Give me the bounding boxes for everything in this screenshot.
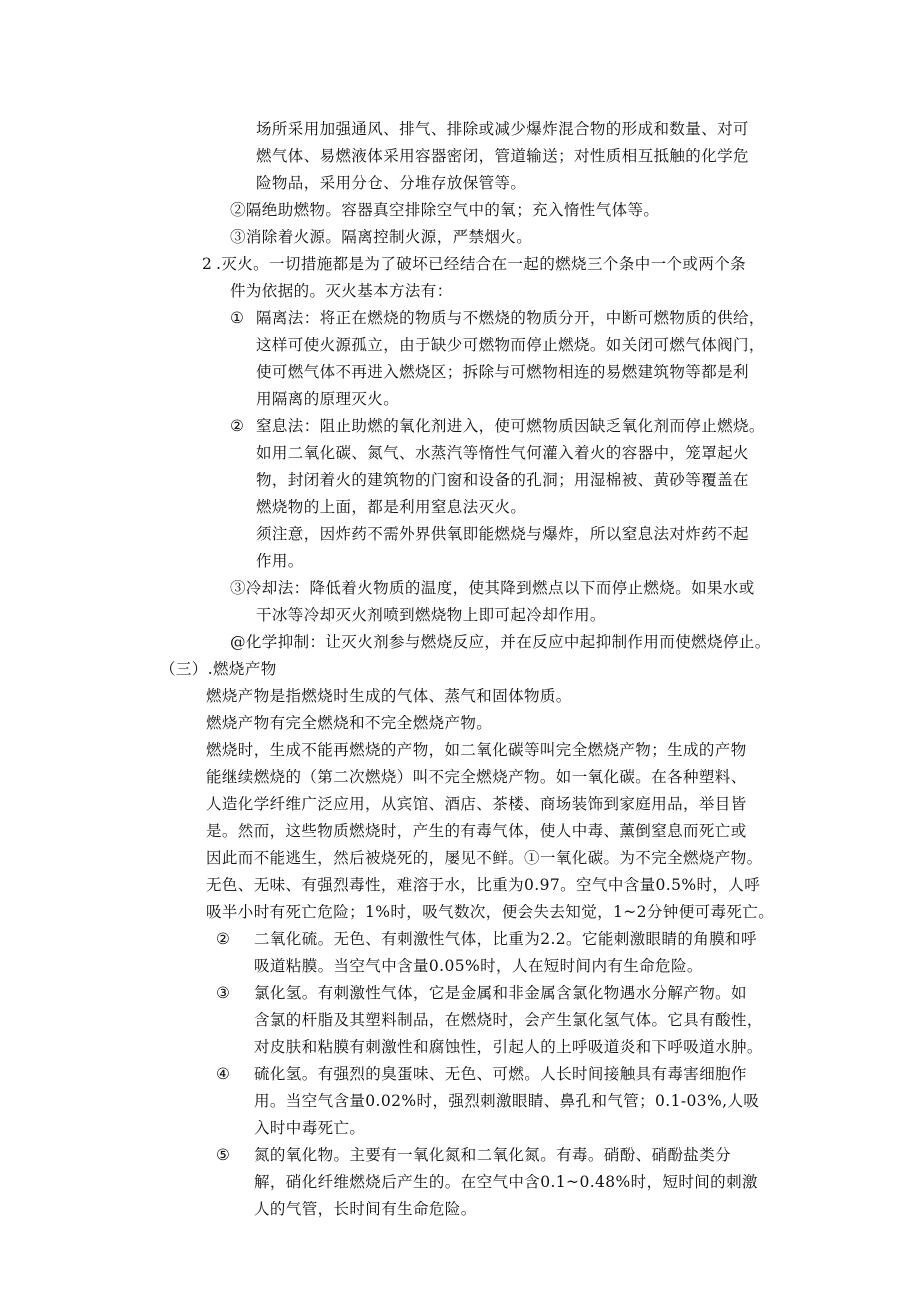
text-line: 无色、无味、有强烈毒性，难溶于水，比重为0.97。空气中含量0.5%时，人呼 [206, 876, 761, 894]
text-line: 险物品，采用分仓、分堆存放保管等。 [256, 174, 527, 192]
text-line: 场所采用加强通风、排气、排除或减少爆炸混合物的形成和数量、对可 [256, 120, 749, 138]
paragraph: 燃烧产物是指燃烧时生成的气体、蒸气和固体物质。 [206, 687, 572, 705]
text-line: 人的气管，长时间有生命危险。 [254, 1200, 477, 1218]
text-line: 入时中毒死亡。 [254, 1119, 366, 1137]
text-line: 隔离法：将正在燃烧的物质与不燃烧的物质分开，中断可燃物质的供给， [256, 309, 765, 327]
text-line: 能继续燃烧的（第二次燃烧）叫不完全燃烧产物。如一氧化碳。在各种塑料、 [206, 768, 747, 786]
text-line: 燃烧时，生成不能再燃烧的产物，如二氧化碳等叫完全燃烧产物；生成的产物 [206, 741, 747, 759]
text-line: 吸半小时有死亡危险；1%时，吸气数次，便会失去知觉，1~2分钟便可毒死亡。 [206, 903, 775, 921]
text-line: 物，封闭着火的建筑物的门窗和设备的孔洞；用湿棉被、黄砂等覆盖在 [256, 471, 749, 489]
text-line: 解，硝化纤维燃烧后产生的。在空气中含0.1~0.48%时，短时间的刺激 [254, 1173, 758, 1191]
text-line: 件为依据的。灭火基本方法有： [230, 282, 453, 300]
text-line: 使可燃气体不再进入燃烧区；拆除与可燃物相连的易燃建筑物等都是利 [256, 363, 749, 381]
paragraph: 燃烧产物有完全燃烧和不完全燃烧产物。 [206, 714, 493, 732]
text-line: 吸道粘膜。当空气中含量0.05%时，人在短时间内有生命危险。 [254, 957, 703, 975]
list-marker: ② [230, 417, 244, 435]
text-line: 须注意，因炸药不需外界供氧即能燃烧与爆炸，所以窒息法对炸药不起 [256, 525, 749, 543]
text-line: 人造化学纤维广泛应用，从宾馆、酒店、茶楼、商场装饰到家庭用品，举目皆 [206, 795, 747, 813]
list-item: ②隔绝助燃物。容器真空排除空气中的氧；充入惰性气体等。 [230, 201, 660, 219]
list-item: @化学抑制：让灭火剂参与燃烧反应，并在反应中起抑制作用而使燃烧停止。 [230, 633, 771, 651]
list-marker: ③ [216, 984, 230, 1002]
text-line: 对皮肤和粘膜有刺激性和腐蚀性，引起人的上呼吸道炎和下呼吸道水肿。 [254, 1038, 763, 1056]
list-marker: ① [230, 309, 244, 327]
list-item: ③冷却法：降低着火物质的温度，使其降到燃点以下而停止燃烧。如果水或 [230, 579, 755, 597]
text-line: 硫化氢。有强烈的臭蛋味、无色、可燃。人长时间接触具有毒害细胞作 [254, 1065, 747, 1083]
text-line: 用。当空气含量0.02%时，强烈刺激眼睛、鼻孔和气管；0.1-03%,人吸 [254, 1092, 760, 1110]
text-line: 氮的氧化物。主要有一氧化氮和二氧化氮。有毒。硝酚、硝酚盐类分 [254, 1146, 732, 1164]
text-line: 含氯的杆脂及其塑料制品，在燃烧时，会产生氯化氢气体。它具有酸性， [254, 1011, 763, 1029]
list-item: ③消除着火源。隔离控制火源，严禁烟火。 [230, 228, 533, 246]
section-title: .灭火。一切措施都是为了破坏已经结合在一起的燃烧三个条中一个或两个条 [216, 255, 747, 273]
text-line: 是。然而，这些物质燃烧时，产生的有毒气体，使人中毒、薰倒窒息而死亡或 [206, 822, 747, 840]
text-line: 氯化氢。有刺激性气体，它是金属和非金属含氯化物遇水分解产物。如 [254, 984, 747, 1002]
text-line: 窒息法：阻止助燃的氧化剂进入，使可燃物质因缺乏氧化剂而停止燃烧。 [256, 417, 765, 435]
text-line: 燃烧物的上面，都是利用窒息法灭火。 [256, 498, 527, 516]
section-number: 2 [202, 255, 212, 273]
text-line: 二氧化硫。无色、有刺激性气体，比重为2.2。它能刺激眼睛的角膜和呼 [254, 930, 757, 948]
text-line: 如用二氧化碳、氮气、水蒸汽等惰性气何灌入着火的容器中，笼罩起火 [256, 444, 749, 462]
list-marker: ④ [216, 1065, 230, 1083]
list-marker: ② [216, 930, 230, 948]
text-line: 作用。 [256, 552, 304, 570]
text-line: 燃气体、易燃液体采用容器密闭，管道输送；对性质相互抵触的化学危 [256, 147, 749, 165]
text-line: 这样可使火源孤立，由于缺少可燃物而停止燃烧。如关闭可燃气体阀门， [256, 336, 765, 354]
section-heading: （三）.燃烧产物 [160, 660, 277, 678]
text-line: 干冰等冷却灭火剂喷到燃烧物上即可起冷却作用。 [256, 606, 606, 624]
text-line: 用隔离的原理灭火。 [256, 390, 400, 408]
list-marker: ⑤ [216, 1146, 230, 1164]
text-line: 因此而不能逃生，然后被烧死的，屡见不鲜。①一氧化碳。为不完全燃烧产物。 [206, 849, 763, 867]
